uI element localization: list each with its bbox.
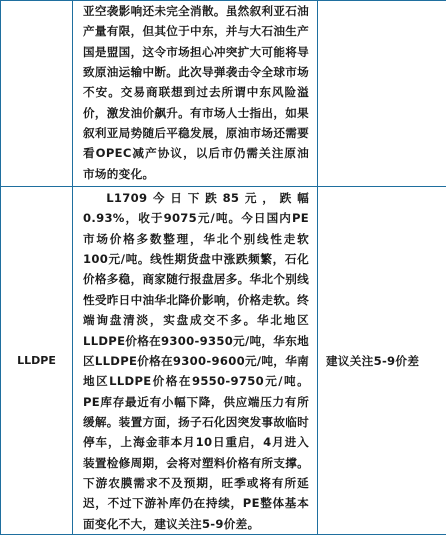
product-name: LLDPE: [17, 354, 56, 367]
product-cell-empty: [1, 1, 73, 187]
advice-text: 建议关注5-9价差: [326, 354, 419, 368]
commentary-text: 亚空袭影响还未完全消散。虽然叙利亚石油产量有限，但其位于中东，并与大石油生产国是盟国，这令市场担心冲突扩大可能将导致原油运输中断。此次导弹袭击令全球市场不安。交易商联想到过去所谓中东风险溢价，激发油价飙升。有市场人士指出，如果叙利亚局势随后平稳发展，原油市场还需要看OPEC减产协议，以后市仍需关注原油市场的变化。: [83, 1, 309, 184]
commentary-cell: [73, 187, 318, 535]
product-cell: [1, 187, 73, 535]
table-row: [1, 1, 446, 187]
commentary-text: L1709今日下跌85元，跌幅0.93%，收于9075元/吨。今日国内PE市场价格多数整理，华北个别线性走软100元/吨。线性期货盘中涨跌频繁，石化价格多稳，商家随行报盘居多。华北个别线性受昨日中油华北降价影响，价格走软。终端询盘清淡，实盘成交不多。华北地区LLDPE价格在9300-9350元/吨，华东地区LLDPE价格在9300-9600元/吨，华南地区LLDPE价格在9550-9750元/吨。PE库存最近有小幅下降，供应端压力有所缓解。装置方面，扬子石化因突发事故临时停车，上海金菲本月10日重启，4月进入装置检修周期，会将对塑料价格有所支撑。下游农膜需求不及预期，旺季或将有所延迟，不过下游补库仍在持续，PE整体基本面变化不大，建议关注5-9价差。: [83, 188, 309, 534]
advice-cell-empty: [318, 1, 446, 187]
advice-cell: [318, 187, 446, 535]
table-row: [1, 187, 446, 535]
commentary-cell: [73, 1, 318, 187]
